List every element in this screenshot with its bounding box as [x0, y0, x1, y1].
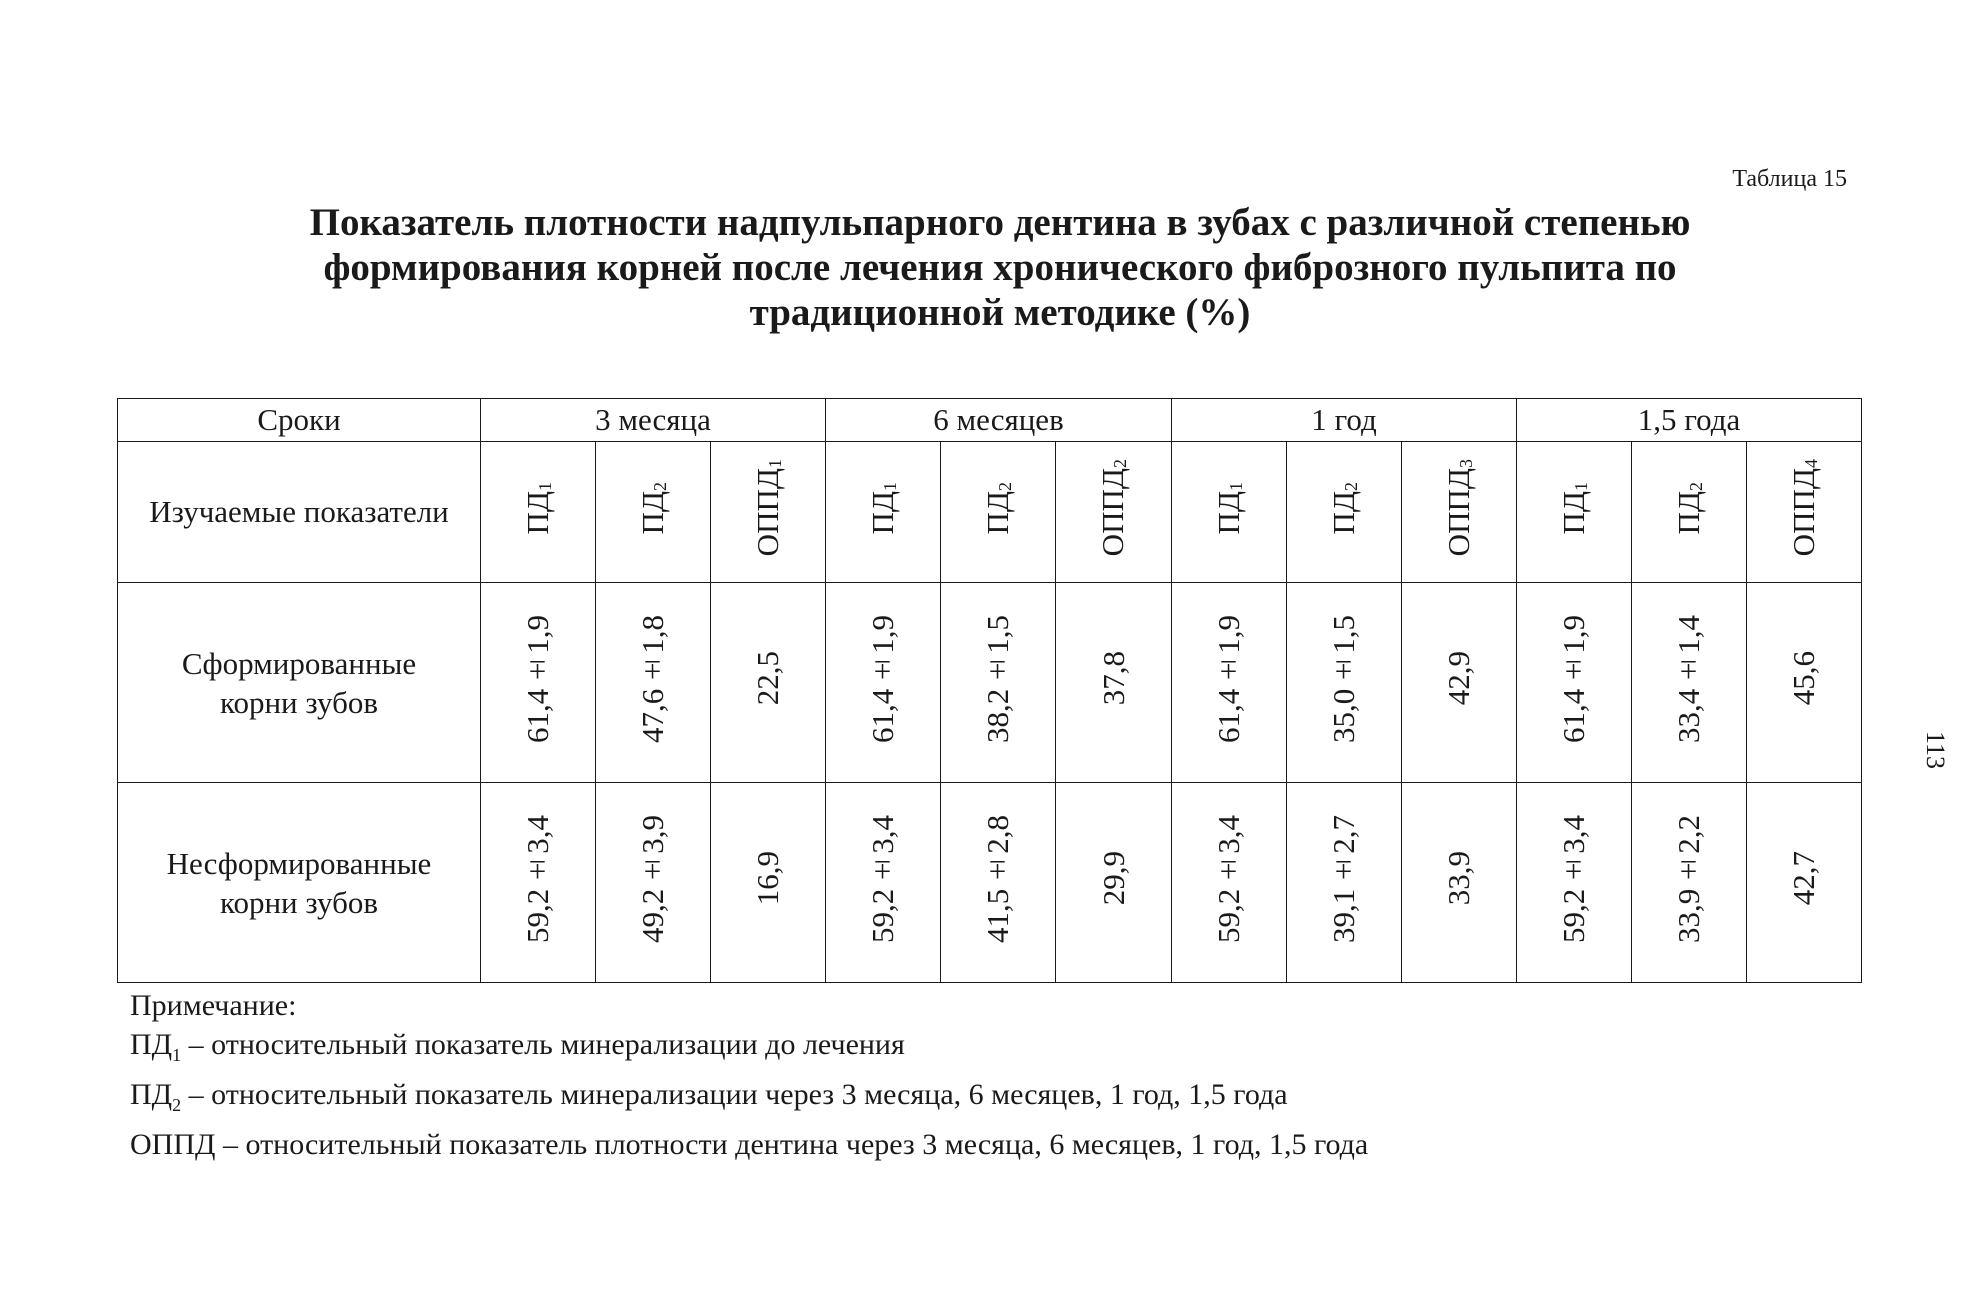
indicator-base: ОППД — [749, 468, 785, 557]
cell-value: 22,5 — [750, 651, 785, 706]
cell-value: 61,4±1,9 — [1211, 614, 1247, 743]
indicator-subscript: 2 — [995, 481, 1016, 491]
table-cell — [1517, 783, 1632, 983]
table-cell — [826, 783, 941, 983]
cell-value: 38,2±1,5 — [980, 614, 1015, 743]
indicator-label — [1326, 482, 1362, 535]
cell-value: 47,6±1,8 — [635, 614, 670, 743]
indicator-label — [635, 482, 671, 535]
indicator-base: ПД — [519, 490, 555, 535]
indicator-base: ОППД — [1785, 468, 1821, 557]
indicator-base: ОППД — [1440, 468, 1476, 557]
period-header-cell: 1 год — [1172, 399, 1517, 442]
indicator-label — [980, 482, 1016, 535]
table-label: Таблица 15 — [1732, 166, 1847, 192]
table-cell — [1632, 583, 1747, 783]
cell-value: 61,4±1,9 — [1556, 614, 1592, 743]
indicator-base: ПД — [864, 490, 900, 535]
indicator-label — [865, 482, 901, 535]
note-item — [130, 1125, 1368, 1164]
indicator-base: ПД — [1325, 490, 1361, 535]
row-label — [118, 583, 481, 783]
table-cell — [711, 783, 826, 983]
indicator-label — [1095, 459, 1131, 556]
table-cell — [1172, 583, 1287, 783]
table-cell — [1747, 583, 1862, 783]
row-label-line: Сформированные — [181, 645, 417, 681]
table-row — [118, 783, 1862, 983]
note-term: ПД — [130, 1028, 173, 1061]
table-cell — [711, 583, 826, 783]
period-header-cell: 1,5 года — [1517, 399, 1862, 442]
cell-value: 59,2±3,4 — [1556, 814, 1592, 943]
cell-value: 39,1±2,7 — [1326, 814, 1362, 943]
note-term-subscript: 1 — [172, 1045, 182, 1065]
note-text: – относительный показатель минерализации до лечения — [181, 1028, 905, 1061]
table-cell — [596, 783, 711, 983]
indicator-subscript: 1 — [1226, 481, 1247, 491]
cell-value: 59,2±3,4 — [520, 814, 555, 943]
indicator-label — [520, 482, 556, 535]
notes — [130, 986, 1368, 1164]
cell-value: 33,9 — [1441, 851, 1477, 906]
title-line: Показатель плотности надпульпарного дентина в зубах с различной степенью — [309, 201, 1691, 244]
table-cell — [1402, 583, 1517, 783]
table-row — [118, 583, 1862, 783]
indicator-cell — [1287, 442, 1402, 583]
cell-value: 49,2±3,9 — [635, 814, 670, 943]
note-term-subscript: 2 — [172, 1095, 182, 1115]
table-cell — [1402, 783, 1517, 983]
note-item — [130, 1075, 1368, 1125]
indicator-label — [1786, 459, 1822, 556]
indicator-subscript: 2 — [1686, 481, 1707, 491]
indicator-label — [1671, 482, 1707, 535]
indicator-row — [118, 442, 1862, 583]
indicator-cell — [1517, 442, 1632, 583]
table-cell — [1747, 783, 1862, 983]
table-cell — [481, 783, 596, 983]
indicator-label — [1211, 482, 1247, 535]
indicator-cell — [1747, 442, 1862, 583]
cell-value: 59,2±3,4 — [865, 814, 900, 943]
table-cell — [1287, 783, 1402, 983]
indicator-cell — [1056, 442, 1172, 583]
row-label — [118, 783, 481, 983]
table-cell — [1517, 583, 1632, 783]
indicator-subscript: 1 — [1571, 481, 1592, 491]
table-cell — [1172, 783, 1287, 983]
row-label-line: Несформированные — [166, 845, 432, 881]
period-header: Сроки — [118, 399, 481, 442]
indicator-subscript: 1 — [535, 481, 556, 491]
table-cell — [941, 783, 1056, 983]
notes-list — [130, 1025, 1368, 1164]
cell-value: 41,5±2,8 — [980, 814, 1015, 943]
note-text: – относительный показатель минерализации через 3 месяца, 6 месяцев, 1 год, 1,5 года — [181, 1078, 1288, 1111]
title-line: формирования корней после лечения хронического фиброзного пульпита по — [323, 246, 1677, 289]
indicator-label — [750, 459, 786, 556]
indicator-cell — [941, 442, 1056, 583]
cell-value: 33,4±1,4 — [1671, 614, 1707, 743]
indicator-subscript: 1 — [880, 481, 901, 491]
indicator-base: ПД — [1555, 490, 1591, 535]
page-number: 113 — [1921, 730, 1950, 770]
indicator-cell — [826, 442, 941, 583]
indicator-base: ПД — [1210, 490, 1246, 535]
indicator-subscript: 2 — [650, 481, 671, 491]
note-text: – относительный показатель плотности дентина через 3 месяца, 6 месяцев, 1 год, 1,5 года — [215, 1128, 1369, 1161]
indicator-cell — [481, 442, 596, 583]
cell-value: 42,9 — [1441, 651, 1477, 706]
cell-value: 35,0±1,5 — [1326, 614, 1362, 743]
cell-value: 59,2±3,4 — [1211, 814, 1247, 943]
notes-heading: Примечание: — [130, 989, 297, 1022]
indicator-cell — [1172, 442, 1287, 583]
indicator-label — [1441, 459, 1477, 556]
period-header-cell: 6 месяцев — [826, 399, 1172, 442]
indicator-cell — [596, 442, 711, 583]
indicator-base: ОППД — [1095, 468, 1131, 557]
indicator-cell — [1402, 442, 1517, 583]
cell-value: 61,4±1,9 — [520, 614, 555, 743]
row-label-line: корни зубов — [219, 884, 378, 920]
cell-value: 37,8 — [1095, 651, 1131, 706]
density-table — [117, 398, 1862, 983]
note-term: ОППД — [130, 1128, 216, 1161]
table-cell — [1287, 583, 1402, 783]
cell-value: 29,9 — [1095, 851, 1131, 906]
table-cell — [941, 583, 1056, 783]
indicator-cell — [711, 442, 826, 583]
indicator-cell — [1632, 442, 1747, 583]
table-cell — [596, 583, 711, 783]
indicator-subscript: 2 — [1110, 459, 1131, 469]
indicator-base: ПД — [1670, 490, 1706, 535]
indicator-subscript: 2 — [1341, 481, 1362, 491]
cell-value: 16,9 — [750, 851, 785, 906]
table-cell — [826, 583, 941, 783]
cell-value: 33,9±2,2 — [1671, 814, 1707, 943]
cell-value: 45,6 — [1786, 651, 1822, 706]
indicator-label — [1556, 482, 1592, 535]
note-term: ПД — [130, 1078, 173, 1111]
table-cell — [481, 583, 596, 783]
table-cell — [1632, 783, 1747, 983]
table-title — [150, 200, 1850, 335]
period-header-row — [118, 399, 1862, 442]
indicator-subscript: 4 — [1801, 459, 1822, 469]
period-header-cell: 3 месяца — [481, 399, 826, 442]
cell-value: 61,4±1,9 — [865, 614, 900, 743]
indicator-base: ПД — [634, 490, 670, 535]
indicator-subscript: 3 — [1456, 459, 1477, 469]
indicators-label: Изучаемые показатели — [118, 442, 481, 583]
indicator-base: ПД — [979, 490, 1015, 535]
row-label-line: корни зубов — [219, 684, 378, 720]
table-cell — [1056, 583, 1172, 783]
indicator-subscript: 1 — [765, 459, 786, 469]
title-line: традиционной методике (%) — [749, 291, 1251, 334]
cell-value: 42,7 — [1786, 851, 1822, 906]
note-item — [130, 1025, 1368, 1075]
table-cell — [1056, 783, 1172, 983]
